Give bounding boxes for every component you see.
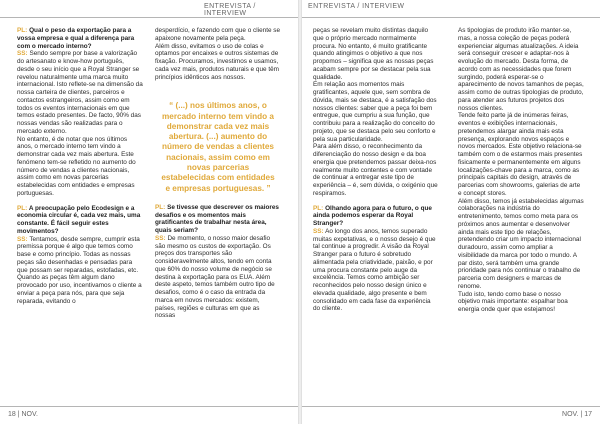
- interviewer-prefix: PL:: [17, 27, 28, 34]
- text-column: [313, 27, 439, 313]
- interview-answer: peças se revelam muito distintas daquilo que o próprio mercado normalmente procura. No entanto, é muito gratificante quando atingimos o objetivo a que nos propomos – significa que as nossas peças acabam sempre por se destacar pela sua qualidade.: [313, 27, 434, 81]
- section-label: ENTREVISTA / INTERVIEW: [204, 3, 256, 17]
- text-column: [17, 27, 143, 305]
- interview-answer: Para além disso, o reconhecimento da diferenciação do nosso design e da boa energia que pretendemos passar deixa-nos realmente muito contentes e com vontade de continuar a entregar este tipo de experiência – é, sem dúvida, o oxigénio que respiramos.: [313, 143, 438, 197]
- interview-question: PL: Se tivesse que descrever os maiores desafios e os momentos mais gratificantes de trabalhar nesta área, quais seriam?: [155, 203, 279, 235]
- interview-answer: Além disso, evitamos o uso de colas e optamos por encaixes e outros sistemas de fixação. Procuramos, investimos e usamos, cada vez mais, produtos naturais e que têm princípios idênticos aos nossos.: [155, 42, 279, 81]
- interview-question: PL: A preocupação pelo Ecodesign e a economia circular é, cada vez mais, uma constante. É fácil seguir estes movimentos?: [17, 204, 141, 235]
- right-page: [302, 0, 600, 424]
- interview-answer: SS: De momento, o nosso maior desafio são mesmo os custos de exportação. Os preços dos transportes são consideravelmente altos, tendo em conta que 60% do nosso volume de negócio se destina à exportação para os EUA. Além deste aspeto, temos também outro tipo de desafios, como é o caso da entrada da marca em novos mercados: existem, países, regiões e culturas em que as nossas: [155, 234, 275, 320]
- text-column: [155, 27, 281, 320]
- interviewee-prefix: SS:: [313, 227, 324, 235]
- interviewer-prefix: PL:: [155, 203, 166, 211]
- page-header: [0, 0, 298, 18]
- page-number: 18 | NOV.: [8, 411, 38, 418]
- interview-answer: Em relação aos momentos mais gratificantes, aquele que, sem sombra de dúvida, mais se destaca, é a satisfação dos nossos clientes: saber que a peça foi bem entregue, que cumpriu a sua função, que contribuiu para a realização do conceito do projeto, que se destaca pelo seu conforto e pela sua particularidade.: [313, 81, 437, 143]
- page-footer: [0, 406, 298, 424]
- left-page: [0, 0, 298, 424]
- interview-question: PL: Olhando agora para o futuro, o que ainda podemos esperar da Royal Stranger?: [313, 204, 432, 227]
- interview-question: PL: Qual o peso da exportação para a vossa empresa e qual a diferença para com o mercado interno?: [17, 27, 135, 50]
- interview-answer: desperdício, e fazendo com que o cliente se apaixone novamente pela peça.: [155, 27, 281, 42]
- page-number: NOV. | 17: [562, 411, 592, 418]
- interview-answer: Tende feito parte já de inúmeras feiras, eventos e exibições internacionais, pretendemos alargar ainda mais esta presença, explorando novos espaços e novos mercados. Este objetivo relaciona-se também com o de estarmos mais presentes fisicamente e permanentemente em alguns localizações-chave para a marca, como as principais capitais do design, através de parcerias com showrooms, galerias de arte e concept stores.: [458, 112, 583, 197]
- interview-answer: Tudo isto, tendo como base o nosso objetivo mais importante: espalhar boa energia onde quer que estejamos!: [458, 290, 568, 313]
- interviewee-prefix: SS:: [17, 50, 28, 58]
- interviewer-prefix: PL:: [17, 204, 28, 212]
- interviewee-prefix: SS:: [17, 235, 28, 243]
- interview-answer: SS: Sendo sempre por base a valorização do artesanato e know-how português, desde o seu início que a Royal Stranger se revelou naturalmente uma marca muito internacional. Isto reflete-se na dimensão da nossa carteira de clientes, parceiros e contactos estrangeiros, assim como em todos os eventos internacionais em que temos estado presentes. De facto, 90% das nossas vendas são realizadas para o mercado externo.: [17, 50, 143, 135]
- section-label: ENTREVISTA / INTERVIEW: [308, 3, 405, 10]
- interviewer-prefix: PL:: [313, 204, 324, 212]
- interview-answer: No entanto, é de notar que nos últimos anos, o mercado interno tem vindo a demonstrar cada vez mais abertura. Este fenómeno tem-se refletido no aumento do número de vendas a clientes nacionais, assim como em novas parcerias estabelecidas com entidades e empresas portuguesas.: [17, 135, 136, 197]
- interview-answer: SS: Tentamos, desde sempre, cumprir esta premissa porque é algo que temos como base e como princípio. Todas as nossas peças são desenhadas e pensadas para que possam ser reparadas, estofadas, etc.: [17, 235, 140, 274]
- interview-answer: Além disso, temos já estabelecidas algumas colaborações na indústria do entretenimento, temos como meta para os próximos anos aumentar e desenvolver ainda mais este tipo de relações, pretendendo criar um impacto internacional duradouro, assim como ampliar a visibilidade da marca por todo o mundo. A par disto, será também uma grande prioridade para nós continuar o trabalho de parceria com designers e marcas de renome.: [458, 197, 584, 290]
- interview-answer: As tipologias de produto irão manter-se, mas, a nossa coleção de peças poderá experienciar algumas atualizações. A ideia será conseguir crescer e adaptar-nos à evolução do mercado. Desta forma, de acordo com as necessidades que forem surgindo, poderá esperar-se o aparecimento de novos tamanhos de peças, assim como de outras tipologias de produto, para atender aos futuros projetos dos nossos clientes.: [458, 27, 584, 112]
- text-column: [458, 27, 584, 314]
- page-footer: [302, 406, 600, 424]
- interview-answer: Quando as peças têm algum dano provocado por uso, incentivamos o cliente a enviar a peça para nós, para que seja reparada, evitando o: [17, 274, 142, 305]
- pull-quote: “ (...) nos últimos anos, o mercado interno tem vindo a demonstrar cada vez mais abertura. (...) aumento do número de vendas a clientes nacionais, assim como em novas parcerias estabelecidas com entidades e empresas portuguesas. ”: [161, 101, 275, 193]
- interviewee-prefix: SS:: [155, 234, 166, 242]
- page-header: [302, 0, 600, 18]
- interview-answer: SS: Ao longo dos anos, temos superado muitas expetativas, e o nosso desejo é que tal continue a progredir. A visão da Royal Stranger para o futuro é sobretudo alimentada pela criatividade, paixão, e por uma procura constante pelo auge da excelência. Temos como ambição ser reconhecidos pelo nosso design único e elevada qualidade, algo presente e bem consolidado em cada fase da experiência do cliente.: [313, 227, 436, 313]
